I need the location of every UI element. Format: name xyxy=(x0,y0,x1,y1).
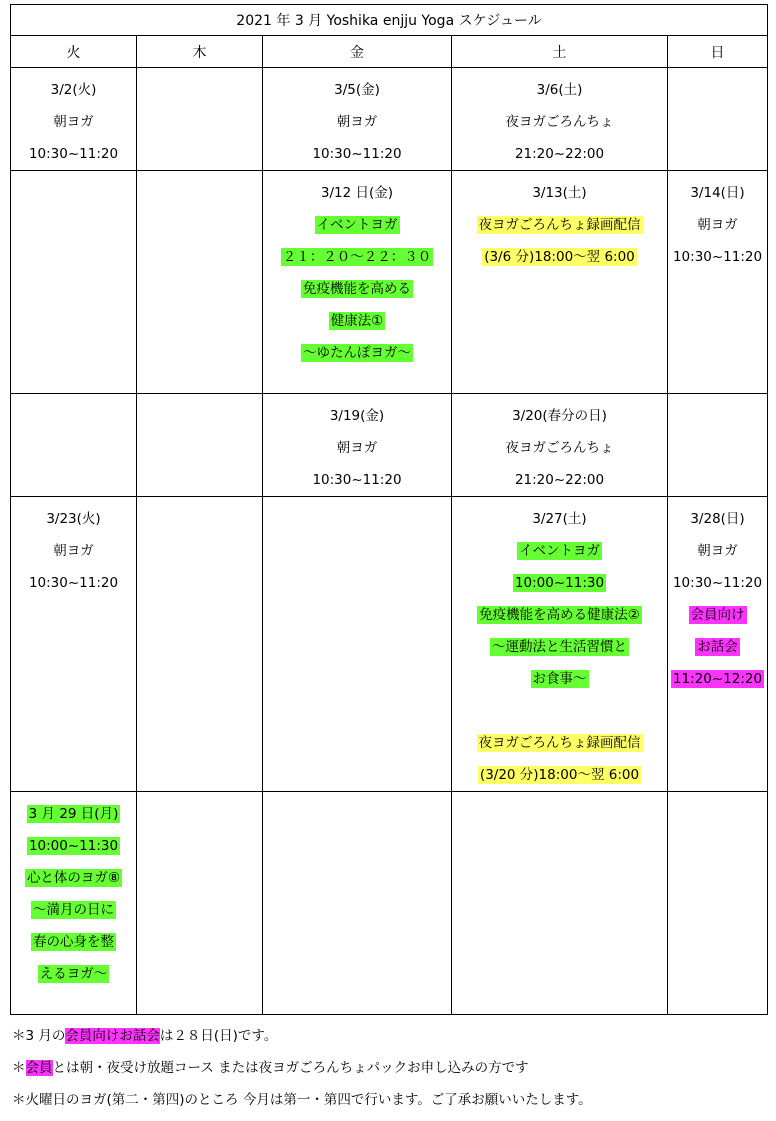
event-line xyxy=(452,503,667,535)
event-text: 免疫機能を高める健康法② xyxy=(479,607,640,623)
event-line xyxy=(452,74,667,106)
event-text: 3/5(金) xyxy=(334,82,380,98)
event-text: 3/13(土) xyxy=(532,185,587,201)
event-text: 健康法① xyxy=(330,313,384,329)
event-line xyxy=(263,400,451,432)
event-text: 10:00~11:30 xyxy=(28,838,119,854)
event-text: 10:30~11:20 xyxy=(28,146,119,162)
week-row-1 xyxy=(11,68,768,171)
event-line xyxy=(452,400,667,432)
day-cell xyxy=(263,394,452,497)
event-text: 10:30~11:20 xyxy=(672,249,763,265)
event-line xyxy=(452,464,667,496)
event-text: ～ゆたんぽヨガ～ xyxy=(303,345,411,361)
event-text: (3/6 分)18:00～翌 6:00 xyxy=(484,249,635,265)
event-text: 朝ヨガ xyxy=(53,543,94,559)
event-text: 夜ヨガごろんちょ録画配信 xyxy=(478,735,641,751)
event-text: 3/27(土) xyxy=(532,511,587,527)
day-cell xyxy=(11,68,137,171)
event-line xyxy=(668,663,767,695)
day-header-fri: 金 xyxy=(263,36,452,68)
event-line xyxy=(263,106,451,138)
event-line xyxy=(263,138,451,170)
event-text: 10:30~11:20 xyxy=(312,146,402,162)
event-text: ～運動法と生活習慣と xyxy=(492,639,627,655)
cell-content xyxy=(11,68,136,170)
event-line xyxy=(11,894,136,926)
day-header-tue: 火 xyxy=(11,36,137,68)
event-line xyxy=(452,663,667,695)
day-cell xyxy=(263,792,452,1015)
event-text: 21:20~22:00 xyxy=(514,146,605,162)
day-cell xyxy=(668,394,768,497)
event-text: 3/14(日) xyxy=(690,185,745,201)
event-line xyxy=(452,759,667,791)
cell-content xyxy=(452,171,667,273)
event-text: 夜ヨガごろんちょ xyxy=(505,114,614,130)
day-cell xyxy=(263,68,452,171)
day-cell xyxy=(11,171,137,394)
event-line xyxy=(452,241,667,273)
cell-content xyxy=(11,792,136,990)
note-highlight: 会員 xyxy=(25,1060,53,1076)
event-line xyxy=(668,631,767,663)
event-line xyxy=(11,926,136,958)
event-line xyxy=(668,209,767,241)
day-cell xyxy=(11,792,137,1015)
day-cell xyxy=(668,792,768,1015)
note-text: は２８日(日)です。 xyxy=(159,1028,278,1044)
event-text: 3/19(金) xyxy=(329,408,385,424)
note-text: ＊ xyxy=(12,1060,26,1076)
day-header-sun: 日 xyxy=(668,36,768,68)
event-text: えるヨガ～ xyxy=(39,966,108,982)
event-text: 夜ヨガごろんちょ録画配信 xyxy=(478,217,641,233)
note-text: ＊火曜日のヨガ(第二・第四)のところ 今月は第一・第四で行います。ご了承お願いいたします。 xyxy=(12,1092,592,1108)
cell-content xyxy=(452,68,667,170)
event-line xyxy=(452,138,667,170)
day-cell xyxy=(137,792,263,1015)
note-highlight: 会員向けお話会 xyxy=(65,1028,160,1044)
event-text: 3/28(日) xyxy=(690,511,745,527)
event-line xyxy=(11,862,136,894)
week-row-2 xyxy=(11,171,768,394)
day-cell xyxy=(668,497,768,792)
event-line xyxy=(452,209,667,241)
event-line xyxy=(263,464,451,496)
day-header-row xyxy=(11,36,768,68)
cell-content xyxy=(263,68,451,170)
event-text: 3/20(春分の日) xyxy=(512,408,607,424)
day-cell xyxy=(11,394,137,497)
event-line xyxy=(263,305,451,337)
event-line xyxy=(452,567,667,599)
schedule-table xyxy=(10,4,768,1015)
event-text: 夜ヨガごろんちょ xyxy=(505,440,614,456)
event-line xyxy=(11,535,136,567)
day-cell xyxy=(137,68,263,171)
event-text: 3/6(土) xyxy=(536,82,583,98)
week-row-4 xyxy=(11,497,768,792)
event-line xyxy=(452,432,667,464)
note-text: ＊3 月の xyxy=(12,1028,66,1044)
day-cell xyxy=(668,68,768,171)
day-cell xyxy=(452,171,668,394)
event-text: 3 月 29 日(月) xyxy=(28,806,119,822)
event-line xyxy=(452,727,667,759)
day-cell xyxy=(452,68,668,171)
day-cell xyxy=(452,497,668,792)
day-cell xyxy=(452,792,668,1015)
event-text: 3/2(火) xyxy=(50,82,97,98)
day-cell xyxy=(11,497,137,792)
week-row-5 xyxy=(11,792,768,1015)
event-line xyxy=(668,177,767,209)
event-text: お食事～ xyxy=(532,671,587,687)
cell-content xyxy=(263,394,451,496)
event-text: 朝ヨガ xyxy=(336,114,378,130)
event-line xyxy=(263,74,451,106)
event-text: 朝ヨガ xyxy=(336,440,378,456)
event-text: 朝ヨガ xyxy=(697,217,738,233)
event-text: 10:30~11:20 xyxy=(312,472,402,488)
event-text: 免疫機能を高める xyxy=(303,281,411,297)
event-line xyxy=(452,599,667,631)
cell-content xyxy=(11,497,136,599)
day-cell xyxy=(137,171,263,394)
day-cell xyxy=(137,394,263,497)
event-line xyxy=(668,567,767,599)
schedule-title: 2021 年 3 月 Yoshika enjju Yoga スケジュール xyxy=(11,5,768,36)
day-cell xyxy=(668,171,768,394)
schedule-page xyxy=(10,4,768,1121)
event-line xyxy=(11,138,136,170)
event-line xyxy=(11,503,136,535)
event-line xyxy=(11,958,136,990)
event-text: 21:20~22:00 xyxy=(514,472,605,488)
day-cell xyxy=(137,497,263,792)
event-line xyxy=(668,535,767,567)
event-line xyxy=(11,567,136,599)
day-header-sat: 土 xyxy=(452,36,668,68)
event-line xyxy=(263,241,451,273)
event-text: 朝ヨガ xyxy=(697,543,738,559)
day-cell xyxy=(452,394,668,497)
event-line xyxy=(11,798,136,830)
event-text: (3/20 分)18:00～翌 6:00 xyxy=(479,767,640,783)
event-text: 3/23(火) xyxy=(46,511,101,527)
day-header-thu: 木 xyxy=(137,36,263,68)
event-text: 朝ヨガ xyxy=(53,114,94,130)
event-text: 10:00~11:30 xyxy=(514,575,605,591)
event-line xyxy=(452,177,667,209)
event-text: イベントヨガ xyxy=(519,543,600,559)
event-text: 心と体のヨガ⑧ xyxy=(26,870,121,886)
event-text: ～満月の日に xyxy=(33,902,114,918)
event-text: 11:20~12:20 xyxy=(672,671,763,687)
event-text: イベントヨガ xyxy=(316,217,398,233)
cell-content xyxy=(668,171,767,273)
event-text: 会員向け xyxy=(690,607,745,623)
event-text: 10:30~11:20 xyxy=(672,575,763,591)
event-line xyxy=(11,74,136,106)
cell-content xyxy=(452,394,667,496)
week-row-3 xyxy=(11,394,768,497)
event-line xyxy=(452,631,667,663)
event-line xyxy=(668,599,767,631)
event-line xyxy=(452,695,667,727)
event-text: 10:30~11:20 xyxy=(28,575,119,591)
event-line xyxy=(668,241,767,273)
cell-content xyxy=(452,497,667,791)
event-text: ２１：２０～２２：３０ xyxy=(282,249,432,265)
day-cell xyxy=(263,497,452,792)
event-line xyxy=(263,432,451,464)
event-line xyxy=(263,273,451,305)
event-line xyxy=(263,337,451,369)
event-line xyxy=(452,535,667,567)
day-cell xyxy=(263,171,452,394)
event-line xyxy=(668,503,767,535)
notes-section xyxy=(10,1025,768,1121)
note-line xyxy=(10,1025,768,1057)
event-line xyxy=(452,106,667,138)
note-text: とは朝・夜受け放題コース または夜ヨガごろんちょパックお申し込みの方です xyxy=(52,1060,529,1076)
note-line xyxy=(10,1089,768,1121)
cell-content xyxy=(668,497,767,695)
event-line xyxy=(11,106,136,138)
event-text: お話会 xyxy=(697,639,738,655)
note-line xyxy=(10,1057,768,1089)
event-text: 3/12 日(金) xyxy=(320,185,394,201)
cell-content xyxy=(263,171,451,369)
event-line xyxy=(263,209,451,241)
event-text: 春の心身を整 xyxy=(33,934,114,950)
event-line xyxy=(263,177,451,209)
event-line xyxy=(11,830,136,862)
